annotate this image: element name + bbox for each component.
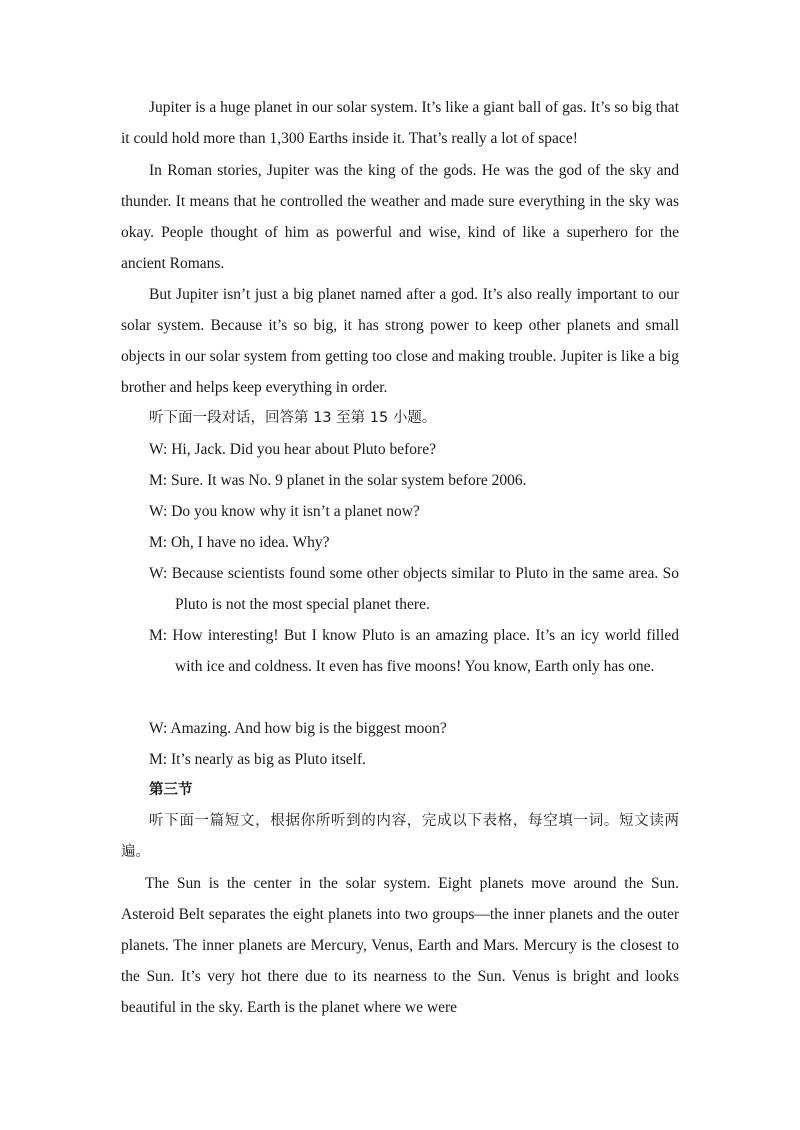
dialogue-line: W: Because scientists found some other objects similar to Pluto in the same area. So Pluto is not the most special planet there. [149,565,679,613]
paragraph-jupiter-importance: But Jupiter isn’t just a big planet named after a god. It’s also really important to our solar system. Because it’s so big, it has strong power to keep other planets and small objects in our solar system from getting too close and making trouble. Jupiter is like a big brother and helps keep everything in order. [121,286,679,396]
instruction-questions-13-15: 听下面一段对话，回答第 13 至第 15 小题。 [149,410,437,426]
dialogue-line: M: It’s nearly as big as Pluto itself. [149,751,366,768]
passage-solar-system: The Sun is the center in the solar system. Eight planets move around the Sun. Asteroid Belt separates the eight planets into two groups—the inner planets and the outer planets. The inner planets are Mercury, Venus, Earth and Mars. Mercury is the closest to the Sun. It’s very hot there due to its nearness to the Sun. Venus is bright and looks beautiful in the sky. Earth is the planet where we were [121,875,679,1016]
dialogue-line: M: Sure. It was No. 9 planet in the solar system before 2006. [149,472,527,489]
section-instruction: 听下面一篇短文，根据你所听到的内容，完成以下表格，每空填一词。短文读两遍。 [121,813,679,860]
paragraph-jupiter-roman: In Roman stories, Jupiter was the king of the gods. He was the god of the sky and thunder. It means that he controlled the weather and made sure everything in the sky was okay. People thought of him as powerful and wise, kind of like a superhero for the ancient Romans. [121,162,679,272]
dialogue-line: M: How interesting! But I know Pluto is an amazing place. It’s an icy world filled with ice and coldness. It even has five moons! You know, Earth only has one. [149,627,679,675]
dialogue-line: W: Do you know why it isn’t a planet now? [149,503,420,520]
dialogue-line: M: Oh, I have no idea. Why? [149,534,330,551]
section-heading: 第三节 [149,782,193,798]
dialogue-line: W: Hi, Jack. Did you hear about Pluto before? [149,441,436,458]
dialogue-line: W: Amazing. And how big is the biggest moon? [149,720,447,737]
paragraph-jupiter-size: Jupiter is a huge planet in our solar system. It’s like a giant ball of gas. It’s so big that it could hold more than 1,300 Earths inside it. That’s really a lot of space! [121,99,679,147]
